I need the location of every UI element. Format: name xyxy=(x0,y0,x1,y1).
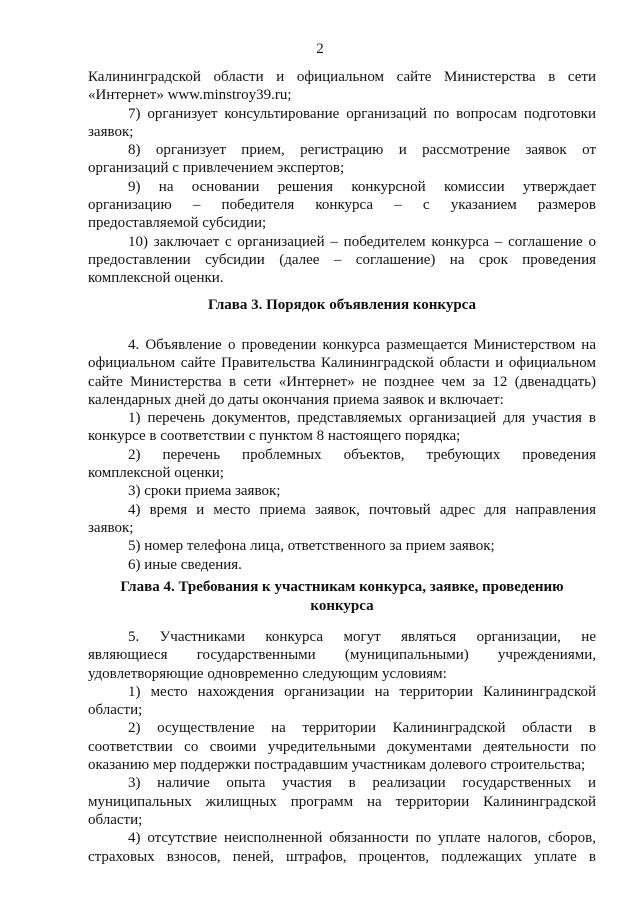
text-line: 1) место нахождения организации на территории Калининградской xyxy=(128,683,596,700)
text-line: 1) перечень документов, представляемых организацией для участия в xyxy=(128,410,596,427)
text-line: 9) на основании решения конкурсной комиссии утверждает xyxy=(128,178,596,195)
text-line: конкурсе в соответствии с пунктом 8 настоящего порядка; xyxy=(88,428,461,445)
chapter-4-heading xyxy=(88,578,596,616)
text-line: 3) сроки приема заявок; xyxy=(128,483,281,500)
text-line: 2) перечень проблемных объектов, требующих проведения xyxy=(128,446,596,463)
chapter-4-heading-line-2: конкурса xyxy=(310,598,374,615)
text-line: 8) организует прием, регистрацию и рассмотрение заявок от xyxy=(128,142,596,159)
text-line: муниципальных жилищных программ на территории Калининградской xyxy=(88,793,596,810)
page-number: 2 xyxy=(316,41,324,57)
text-line: 7) организует консультирование организаций по вопросам подготовки xyxy=(128,105,596,122)
text-line: соответствии со своими учредительными документами деятельности по xyxy=(88,738,596,755)
text-line: 4) отсутствие неисполненной обязанности по уплате налогов, сборов, xyxy=(128,830,596,847)
text-line: предоставлении субсидии (далее – соглашение) на срок проведения xyxy=(88,251,596,268)
text-line: организаций с привлечением экспертов; xyxy=(88,160,345,177)
chapter-3-heading: Глава 3. Порядок объявления конкурса xyxy=(207,297,477,313)
text-line: 6) иные сведения. xyxy=(128,556,242,573)
paragraph-block-top xyxy=(88,68,596,288)
text-line: удовлетворяющие одновременно следующим условиям: xyxy=(88,665,447,682)
text-line: предоставляемой субсидии; xyxy=(88,215,267,232)
text-line: 5) номер телефона лица, ответственного за прием заявок; xyxy=(128,538,495,555)
text-line: 2) осуществление на территории Калининградской области в xyxy=(128,720,596,737)
text-line: 10) заключает с организацией – победителем конкурса – соглашение о xyxy=(128,233,596,250)
text-line: Калининградской области и официальном сайте Министерства в сети xyxy=(88,69,596,85)
text-line: заявок; xyxy=(88,123,134,140)
text-line: комплексной оценки. xyxy=(88,270,224,287)
chapter-4-heading-line-1: Глава 4. Требования к участникам конкурса, заявке, проведению xyxy=(120,579,564,595)
text-line: 3) наличие опыта участия в реализации государственных и xyxy=(128,775,596,792)
text-line: страховых взносов, пеней, штрафов, процентов, подлежащих уплате в xyxy=(88,848,596,865)
text-line: 4) время и место приема заявок, почтовый адрес для направления xyxy=(128,501,596,518)
text-line: календарных дней до даты окончания приема заявок и включает: xyxy=(88,391,504,408)
text-line: сайте Министерства в сети «Интернет» не позднее чем за 12 (двенадцать) xyxy=(88,373,596,390)
text-line: являющиеся государственными (муниципальными) учреждениями, xyxy=(88,647,596,664)
text-line: области; xyxy=(88,811,143,828)
text-line: заявок; xyxy=(88,519,134,536)
text-line: области; xyxy=(88,702,143,719)
paragraph-block-chapter-3 xyxy=(88,336,596,574)
text-line: 4. Объявление о проведении конкурса размещается Министерством на xyxy=(128,337,596,353)
text-line: оказанию мер поддержки пострадавшим участникам долевого строительства; xyxy=(88,757,586,774)
text-line: «Интернет» www.minstroy39.ru; xyxy=(88,87,292,104)
paragraph-block-chapter-4 xyxy=(88,628,596,866)
text-line: организацию – победителя конкурса – с указанием размеров xyxy=(88,197,596,214)
text-line: официальном сайте Правительства Калининградской области и официальном xyxy=(88,355,596,372)
text-line: комплексной оценки; xyxy=(88,465,224,482)
text-line: 5. Участниками конкурса могут являться организации, не xyxy=(128,629,596,645)
